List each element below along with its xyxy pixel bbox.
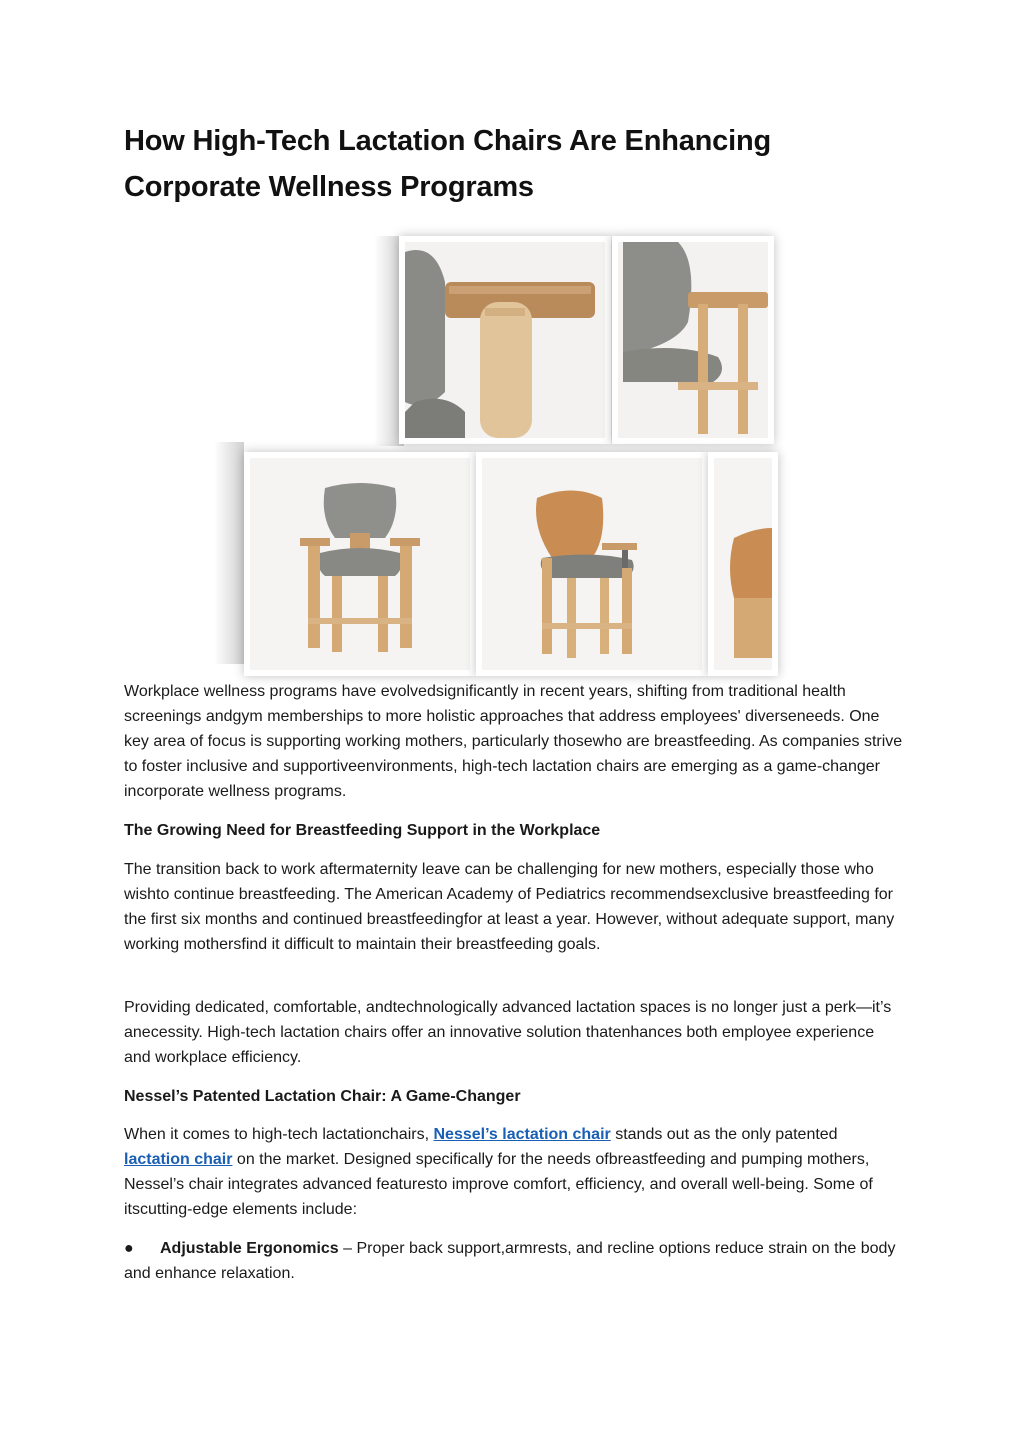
chair-grey-drawing (250, 458, 470, 670)
nessel-lactation-chair-link[interactable]: Nessel’s lactation chair (433, 1126, 611, 1143)
chair-collage-image (214, 236, 766, 664)
bullet1-term: Adjustable Ergonomics (160, 1240, 339, 1257)
section1-paragraph-1 (124, 857, 904, 957)
title-line-2: Corporate Wellness Programs (124, 171, 534, 203)
section1-p1-text: The transition back to work aftermaternity leave can be challenging for new mothers, especially those who wishto continue breastfeeding. The American Academy of Pediatrics recommendsexclusive breastfeeding for the first six months and continued breastfeedingfor at least a year. However, without adequate support, many working mothersfind it difficult to maintain their breastfeeding goals. (124, 861, 895, 953)
bullet-mark: ● (124, 1240, 134, 1257)
section1-heading-text: The Growing Need for Breastfeeding Support in the Workplace (124, 822, 601, 839)
chair-side-drawing (618, 242, 768, 438)
section2-text-c: on the market. Designed specifically for the needs ofbreastfeeding and pumping mothers, Nessel’s chair integrates advanced featuresto improve comfort, efficiency, and overall well-being. Some of itscutting-edge elements include: (124, 1151, 873, 1218)
section2-text-b: stands out as the only patented (610, 1126, 838, 1143)
photo-chair-front-grey (244, 452, 476, 676)
intro-text: Workplace wellness programs have evolvedsignificantly in recent years, shifting from traditional health screenings andgym memberships to more holistic approaches that address employees' diverseneeds. One key area of focus is supporting working mothers, particularly thosewho are breastfeeding. As companies strive to foster inclusive and supportiveenvironments, high-tech lactation chairs are emerging as a game-changer incorporate wellness programs. (124, 683, 903, 800)
section-heading-breastfeeding-support (124, 818, 904, 843)
bullet-list-item (124, 1236, 904, 1286)
section2-paragraph (124, 1122, 904, 1222)
section-heading-nessel-chair (124, 1084, 904, 1109)
photo-chair-side (612, 236, 774, 444)
section1-paragraph-2 (124, 995, 904, 1070)
collage-shadow-left (214, 442, 244, 664)
armrest-closeup-drawing (405, 242, 605, 438)
section2-p1 (124, 1122, 904, 1222)
photo-chair-partial (708, 452, 778, 676)
bullet1 (124, 1236, 904, 1286)
intro-paragraph (124, 679, 904, 804)
section2-heading-text: Nessel’s Patented Lactation Chair: A Game-Changer (124, 1088, 521, 1105)
section1-p2-text: Providing dedicated, comfortable, andtechnologically advanced lactation spaces is no longer just a perk—it’s anecessity. High-tech lactation chairs offer an innovative solution thatenhances both employee experience and workplace efficiency. (124, 999, 892, 1066)
article-title (124, 118, 904, 210)
photo-chair-wood (476, 452, 708, 676)
chair-wood-drawing (482, 458, 702, 670)
chair-partial-drawing (714, 458, 772, 670)
title-line-1: How High-Tech Lactation Chairs Are Enhancing (124, 125, 771, 157)
bullet1-text: – Proper back support,armrests, and recline options reduce strain on the body and enhance relaxation. (124, 1240, 896, 1282)
lactation-chair-link[interactable]: lactation chair (124, 1151, 233, 1168)
article-header (124, 118, 904, 210)
photo-armrest-closeup (399, 236, 611, 444)
section2-text-a: When it comes to high-tech lactationchairs, (124, 1126, 434, 1143)
